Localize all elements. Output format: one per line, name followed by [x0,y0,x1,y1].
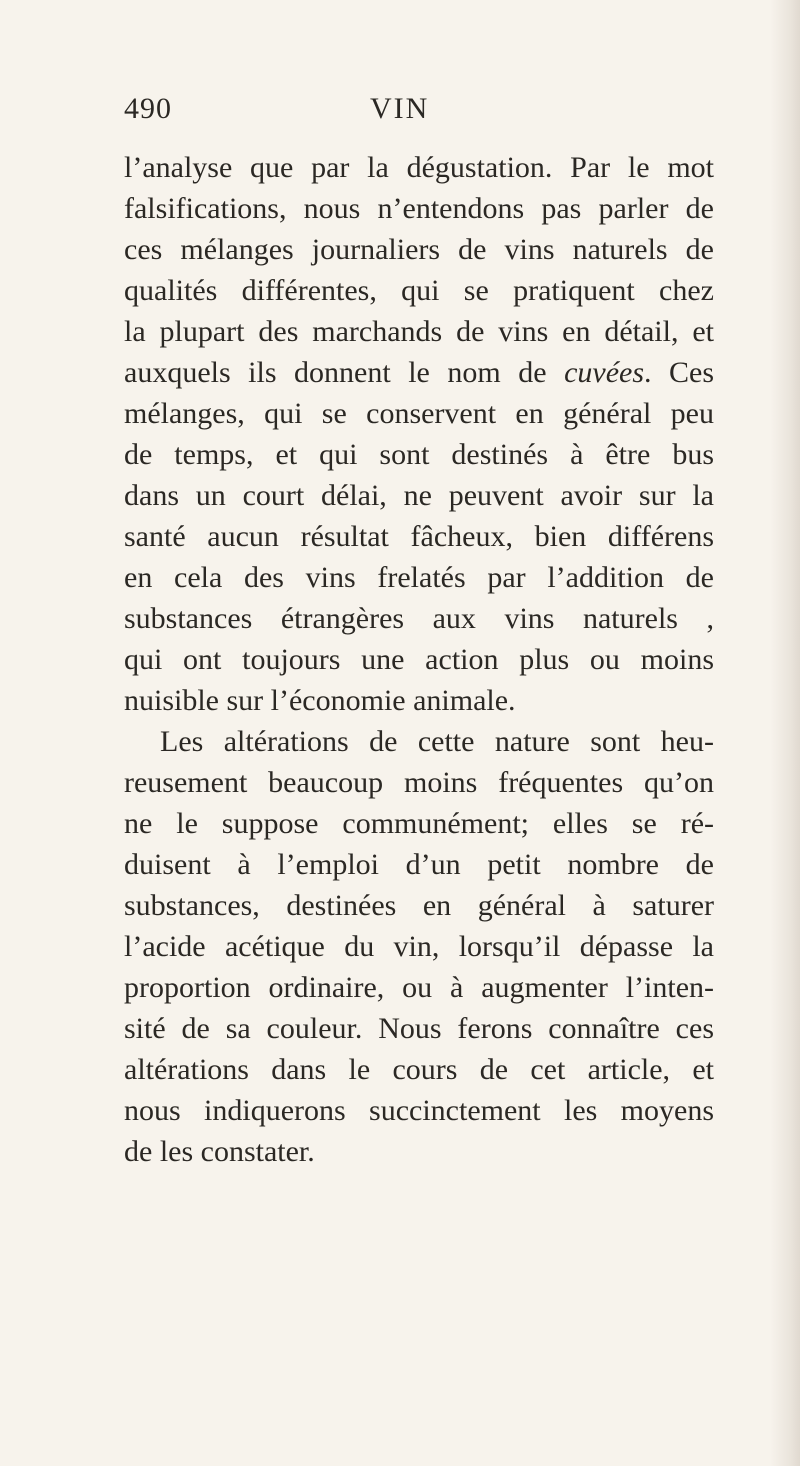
text-line: sité de sa couleur. Nous ferons connaître ces [124,1012,714,1045]
paragraph-start-line: Les altérations de cette nature sont heu- [160,725,714,758]
text-line: substances étrangères aux vins naturels , [124,602,714,635]
text-line: duisent à l’emploi d’un petit nombre de [124,848,714,881]
text-line: qui ont toujours une action plus ou moins [124,643,714,676]
text-line-with-emphasis [124,352,714,393]
paragraph-end-line: nuisible sur l’économie animale. [124,684,516,717]
text-line: l’acide acétique du vin, lorsqu’il dépasse la [124,930,714,963]
running-head [0,92,800,132]
text-fragment: auxquels ils donnent le nom de [124,356,547,389]
text-line: dans un court délai, ne peuvent avoir sur la [124,479,714,512]
text-line: reusement beaucoup moins fréquentes qu’on [124,766,714,799]
text-line: santé aucun résultat fâcheux, bien différens [124,520,714,553]
text-line: ces mélanges journaliers de vins naturels de [124,233,714,266]
body-text [124,147,714,1172]
paragraph-end-line: de les constater. [124,1135,315,1168]
text-line: ne le suppose communément; elles se ré- [124,807,714,840]
text-line: nous indiquerons succinctement les moyens [124,1094,714,1127]
text-line: qualités différentes, qui se pratiquent chez [124,274,714,307]
text-fragment: . Ces [644,356,715,389]
text-line: la plupart des marchands de vins en détail, et [124,315,714,348]
text-line: de temps, et qui sont destinés à être bus [124,438,714,471]
text-line: proportion ordinaire, ou à augmenter l’inten- [124,971,714,1004]
text-line: falsifications, nous n’entendons pas parler de [124,192,714,225]
text-line: l’analyse que par la dégustation. Par le mot [124,151,714,184]
text-line: mélanges, qui se conservent en général peu [124,397,714,430]
running-title: VIN [370,92,430,125]
emphasized-term: cuvées [564,356,644,389]
text-line: en cela des vins frelatés par l’addition de [124,561,714,594]
text-line: substances, destinées en général à saturer [124,889,714,922]
text-line: altérations dans le cours de cet article, et [124,1053,714,1086]
page-number: 490 [124,92,172,125]
